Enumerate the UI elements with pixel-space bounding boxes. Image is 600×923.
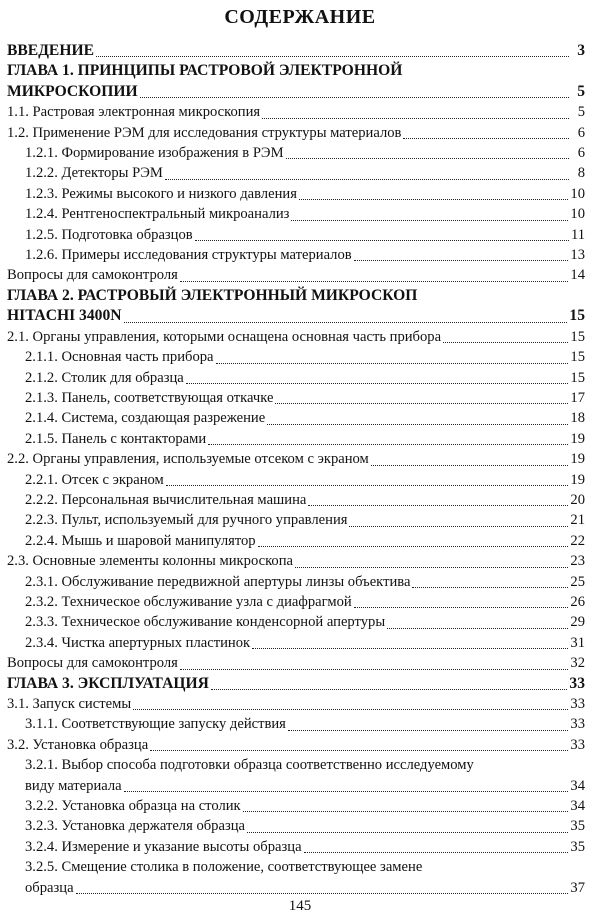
toc-entry-text: ГЛАВА 2. РАСТРОВЫЙ ЭЛЕКТРОННЫЙ МИКРОСКОП xyxy=(7,286,418,304)
dot-leader xyxy=(124,791,569,792)
toc-entry-text: 1.2.2. Детекторы РЭМ xyxy=(25,165,163,182)
toc-page-number: 13 xyxy=(570,247,585,264)
toc-entry xyxy=(7,878,585,898)
dot-leader xyxy=(140,97,569,98)
dot-leader xyxy=(258,546,569,547)
dot-leader xyxy=(267,424,568,425)
toc-entry xyxy=(7,204,585,224)
toc-entry xyxy=(7,163,585,183)
toc-entry xyxy=(7,735,585,755)
toc-entry-text: 2.1.2. Столик для образца xyxy=(25,369,184,386)
toc-page-number: 8 xyxy=(577,165,585,182)
toc-entry xyxy=(7,694,585,714)
toc-entry-text: 2.3. Основные элементы колонны микроскопа xyxy=(7,553,294,570)
dot-leader xyxy=(412,587,568,588)
dot-leader xyxy=(186,383,569,384)
toc-page-number: 29 xyxy=(570,614,585,631)
toc-entry-line xyxy=(7,755,585,775)
toc-page-number: 33 xyxy=(570,696,585,712)
dot-leader xyxy=(299,199,569,200)
toc-entry xyxy=(7,714,585,734)
toc-page-number: 21 xyxy=(570,512,585,529)
toc-entry xyxy=(7,612,585,632)
toc-page-number: 34 xyxy=(570,777,585,794)
dot-leader xyxy=(211,689,568,690)
toc-page-number: 14 xyxy=(570,267,585,284)
dot-leader xyxy=(288,730,569,731)
toc-entry xyxy=(7,796,585,816)
toc-entry-text: 1.2.3. Режимы высокого и низкого давления xyxy=(25,185,297,202)
dot-leader xyxy=(286,158,569,159)
dot-leader xyxy=(124,322,568,323)
toc-entry-text: 2.2.3. Пульт, используемый для ручного управления xyxy=(25,512,348,529)
toc-entry-text: 2.3.4. Чистка апертурных пластинок xyxy=(25,634,251,651)
toc-entry-text: 3.2.1. Выбор способа подготовки образца соответственно исследуемому xyxy=(25,757,474,774)
toc-page-number: 17 xyxy=(570,389,585,406)
toc-entry-line xyxy=(7,857,585,877)
toc-entry xyxy=(7,572,585,592)
toc-page-number: 33 xyxy=(569,674,585,692)
toc-entry xyxy=(7,347,585,367)
toc-entry-text: 2.1.1. Основная часть прибора xyxy=(25,349,214,366)
toc-entry xyxy=(7,82,585,102)
toc-entry-line xyxy=(7,61,585,81)
dot-leader xyxy=(252,648,568,649)
toc-page-number: 35 xyxy=(570,838,585,855)
toc-page-number: 10 xyxy=(570,206,585,223)
toc-entry-text: 2.3.2. Техническое обслуживание узла с диафрагмой xyxy=(25,593,352,610)
toc-page-number: 19 xyxy=(570,430,585,447)
toc-entry xyxy=(7,225,585,245)
toc-entry xyxy=(7,470,585,490)
toc-page-number: 18 xyxy=(570,410,585,427)
toc-entry xyxy=(7,510,585,530)
toc-page-number: 34 xyxy=(570,798,585,815)
toc-entry-text: 2.2.1. Отсек с экраном xyxy=(25,471,164,488)
toc-page-number: 10 xyxy=(570,185,585,202)
toc-entry-text: 2.1. Органы управления, которыми оснащена основная часть прибора xyxy=(7,328,442,345)
toc-entry xyxy=(7,633,585,653)
toc-entry xyxy=(7,306,585,326)
toc-entry-text: ВВЕДЕНИЕ xyxy=(7,42,94,59)
toc-page-number: 32 xyxy=(570,655,585,672)
dot-leader xyxy=(76,893,569,894)
toc-page-number: 5 xyxy=(577,82,585,100)
toc-entry xyxy=(7,816,585,836)
toc-entry xyxy=(7,449,585,469)
toc-page-number: 33 xyxy=(570,736,585,753)
toc-entry xyxy=(7,408,585,428)
dot-leader xyxy=(243,811,569,812)
toc-entry xyxy=(7,653,585,673)
dot-leader xyxy=(387,628,568,629)
toc-entry xyxy=(7,102,585,122)
dot-leader xyxy=(180,281,569,282)
toc-page-number: 33 xyxy=(570,716,585,733)
toc-entry-text: 1.2. Применение РЭМ для исследования структуры материалов xyxy=(7,124,402,141)
dot-leader xyxy=(133,709,568,710)
dot-leader xyxy=(262,118,569,119)
toc-entry-text: 2.1.3. Панель, соответствующая откачке xyxy=(25,389,274,406)
dot-leader xyxy=(371,465,569,466)
toc-entry-text: ГЛАВА 1. ПРИНЦИПЫ РАСТРОВОЙ ЭЛЕКТРОННОЙ xyxy=(7,62,403,80)
toc-page-number: 25 xyxy=(570,573,585,590)
dot-leader xyxy=(403,138,569,139)
toc-page-number: 19 xyxy=(570,451,585,468)
toc-page-number: 15 xyxy=(570,369,585,386)
toc-entry-text: Вопросы для самоконтроля xyxy=(7,655,178,672)
dot-leader xyxy=(180,669,569,670)
toc-entry xyxy=(7,327,585,347)
dot-leader xyxy=(291,220,568,221)
toc-entry-text: 2.1.5. Панель с контакторами xyxy=(25,430,207,447)
dot-leader xyxy=(96,56,569,57)
toc-entry xyxy=(7,184,585,204)
toc-page-number: 26 xyxy=(570,593,585,610)
toc-entry-text: 3.1.1. Соответствующие запуску действия xyxy=(25,716,286,733)
table-of-contents xyxy=(7,41,585,898)
dot-leader xyxy=(247,832,568,833)
toc-entry-text: 1.2.4. Рентгеноспектральный микроанализ xyxy=(25,206,290,223)
toc-entry-text: 3.2.2. Установка образца на столик xyxy=(25,798,241,815)
toc-page-number: 6 xyxy=(577,145,585,162)
toc-page-number: 37 xyxy=(570,879,585,896)
toc-entry xyxy=(7,41,585,61)
toc-entry-line xyxy=(7,286,585,306)
dot-leader xyxy=(349,526,568,527)
dot-leader xyxy=(354,607,569,608)
toc-entry xyxy=(7,837,585,857)
toc-entry-text: 1.2.1. Формирование изображения в РЭМ xyxy=(25,145,284,162)
toc-entry-text: 3.1. Запуск системы xyxy=(7,696,132,712)
toc-entry-text: 1.2.5. Подготовка образцов xyxy=(25,226,193,243)
dot-leader xyxy=(166,485,569,486)
toc-entry-text: 1.1. Растровая электронная микроскопия xyxy=(7,104,261,121)
toc-entry-text: образца xyxy=(25,879,74,896)
toc-entry xyxy=(7,143,585,163)
toc-page-number: 6 xyxy=(577,124,585,141)
toc-entry xyxy=(7,674,585,694)
dot-leader xyxy=(308,505,568,506)
dot-leader xyxy=(208,444,568,445)
toc-entry xyxy=(7,265,585,285)
toc-entry xyxy=(7,490,585,510)
toc-title: СОДЕРЖАНИЕ xyxy=(224,6,376,28)
toc-page-number: 3 xyxy=(577,42,585,59)
toc-entry-text: 2.2. Органы управления, используемые отсеком с экраном xyxy=(7,451,369,468)
toc-entry-text: 3.2. Установка образца xyxy=(7,736,149,753)
toc-page-number: 20 xyxy=(570,491,585,508)
toc-page-number: 23 xyxy=(570,553,585,570)
toc-page-number: 11 xyxy=(570,226,585,243)
toc-entry xyxy=(7,388,585,408)
dot-leader xyxy=(295,567,568,568)
dot-leader xyxy=(165,179,569,180)
toc-entry xyxy=(7,245,585,265)
toc-page-number: 5 xyxy=(577,104,585,121)
toc-entry-text: 2.1.4. Система, создающая разрежение xyxy=(25,410,266,427)
toc-entry xyxy=(7,592,585,612)
toc-entry-text: 3.2.4. Измерение и указание высоты образца xyxy=(25,838,302,855)
toc-entry-text: 2.2.4. Мышь и шаровой манипулятор xyxy=(25,532,256,549)
toc-entry-text: 2.3.3. Техническое обслуживание конденсорной апертуры xyxy=(25,614,386,631)
toc-entry-text: виду материала xyxy=(25,777,122,794)
toc-page-number: 22 xyxy=(570,532,585,549)
toc-entry-text: ГЛАВА 3. ЭКСПЛУАТАЦИЯ xyxy=(7,674,209,692)
toc-page-number: 31 xyxy=(570,634,585,651)
toc-entry xyxy=(7,776,585,796)
dot-leader xyxy=(216,363,569,364)
toc-page-number: 15 xyxy=(570,349,585,366)
toc-entry xyxy=(7,551,585,571)
toc-entry-text: 3.2.3. Установка держателя образца xyxy=(25,818,245,835)
dot-leader xyxy=(443,342,568,343)
dot-leader xyxy=(195,240,569,241)
toc-entry-text: 1.2.6. Примеры исследования структуры материалов xyxy=(25,247,352,264)
toc-entry-text: МИКРОСКОПИИ xyxy=(7,82,138,100)
dot-leader xyxy=(150,750,568,751)
toc-page-number: 15 xyxy=(570,328,585,345)
toc-page-number: 19 xyxy=(570,471,585,488)
toc-entry xyxy=(7,429,585,449)
toc-entry-text: Вопросы для самоконтроля xyxy=(7,267,178,284)
toc-entry-text: HITACHI 3400N xyxy=(7,307,122,325)
toc-entry xyxy=(7,123,585,143)
toc-entry xyxy=(7,531,585,551)
toc-entry xyxy=(7,368,585,388)
dot-leader xyxy=(275,403,568,404)
toc-entry-text: 2.3.1. Обслуживание передвижной апертуры линзы объектива xyxy=(25,573,411,590)
dot-leader xyxy=(304,852,569,853)
toc-page-number: 15 xyxy=(569,307,585,325)
toc-entry-text: 3.2.5. Смещение столика в положение, соответствующее замене xyxy=(25,859,423,876)
toc-entry-text: 2.2.2. Персональная вычислительная машина xyxy=(25,491,307,508)
toc-page-number: 35 xyxy=(570,818,585,835)
dot-leader xyxy=(354,260,569,261)
page-number: 145 xyxy=(288,898,312,914)
